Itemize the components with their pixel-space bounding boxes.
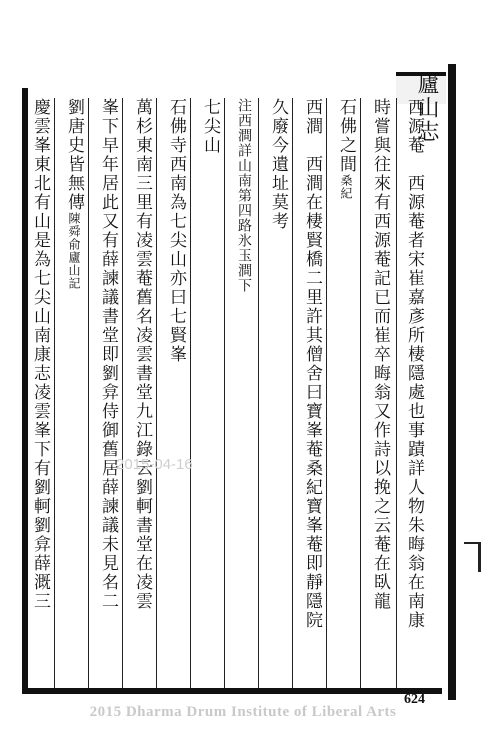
text-column-12 bbox=[58, 98, 90, 684]
text-column-3: 時嘗與往來有西源菴記已而崔卒晦翁又作詩以挽之云菴在臥龍 bbox=[370, 98, 390, 611]
text-column-11: 峯下早年居此又有薛諫議書堂即劉弇侍御舊居薛諫議未見名二 bbox=[98, 98, 118, 611]
column-rule bbox=[396, 98, 397, 688]
text-column-8: 七尖山 bbox=[200, 98, 220, 155]
text-column-9: 石佛寺西南為七尖山亦曰七賢峯 bbox=[166, 98, 186, 364]
text-column-5: 西澗 西澗在棲賢橋二里許其僧舍曰寶峯菴桑紀寶峯菴即靜隱院 bbox=[302, 98, 322, 630]
column-4-note: 桑紀 bbox=[339, 174, 353, 200]
column-12-main: 劉唐史皆無傳 bbox=[64, 98, 84, 212]
book-title-header: 廬山志 bbox=[414, 72, 439, 144]
column-12-note: 陳舜俞廬山記 bbox=[67, 212, 81, 290]
column-4-main: 石佛之間 bbox=[336, 98, 356, 174]
binding-mark bbox=[464, 542, 481, 572]
text-column-10: 萬杉東南三里有凌雲菴舊名凌雲書堂九江錄云劉軻書堂在凌雲 bbox=[132, 98, 152, 611]
page-edge-bar bbox=[448, 64, 456, 700]
watermark-text: 2015 Dharma Drum Institute of Liberal Arts bbox=[89, 704, 397, 720]
text-column-13: 慶雲峯東北有山是為七尖山南康志凌雲峯下有劉軻劉弇薛溉三 bbox=[30, 98, 50, 611]
text-column-6: 久廢今遺址莫考 bbox=[268, 98, 288, 231]
text-column-7: 注西澗詳山南第四路氷玉澗下 bbox=[236, 98, 252, 293]
page-number: 624 bbox=[404, 692, 425, 707]
text-column-2: 西源菴 西源菴者宋崔嘉彥所棲隱處也事蹟詳人物朱晦翁在南康 bbox=[404, 98, 424, 630]
scan-date-stamp: 2015-04-16 bbox=[116, 456, 193, 473]
text-column-4 bbox=[330, 98, 362, 228]
